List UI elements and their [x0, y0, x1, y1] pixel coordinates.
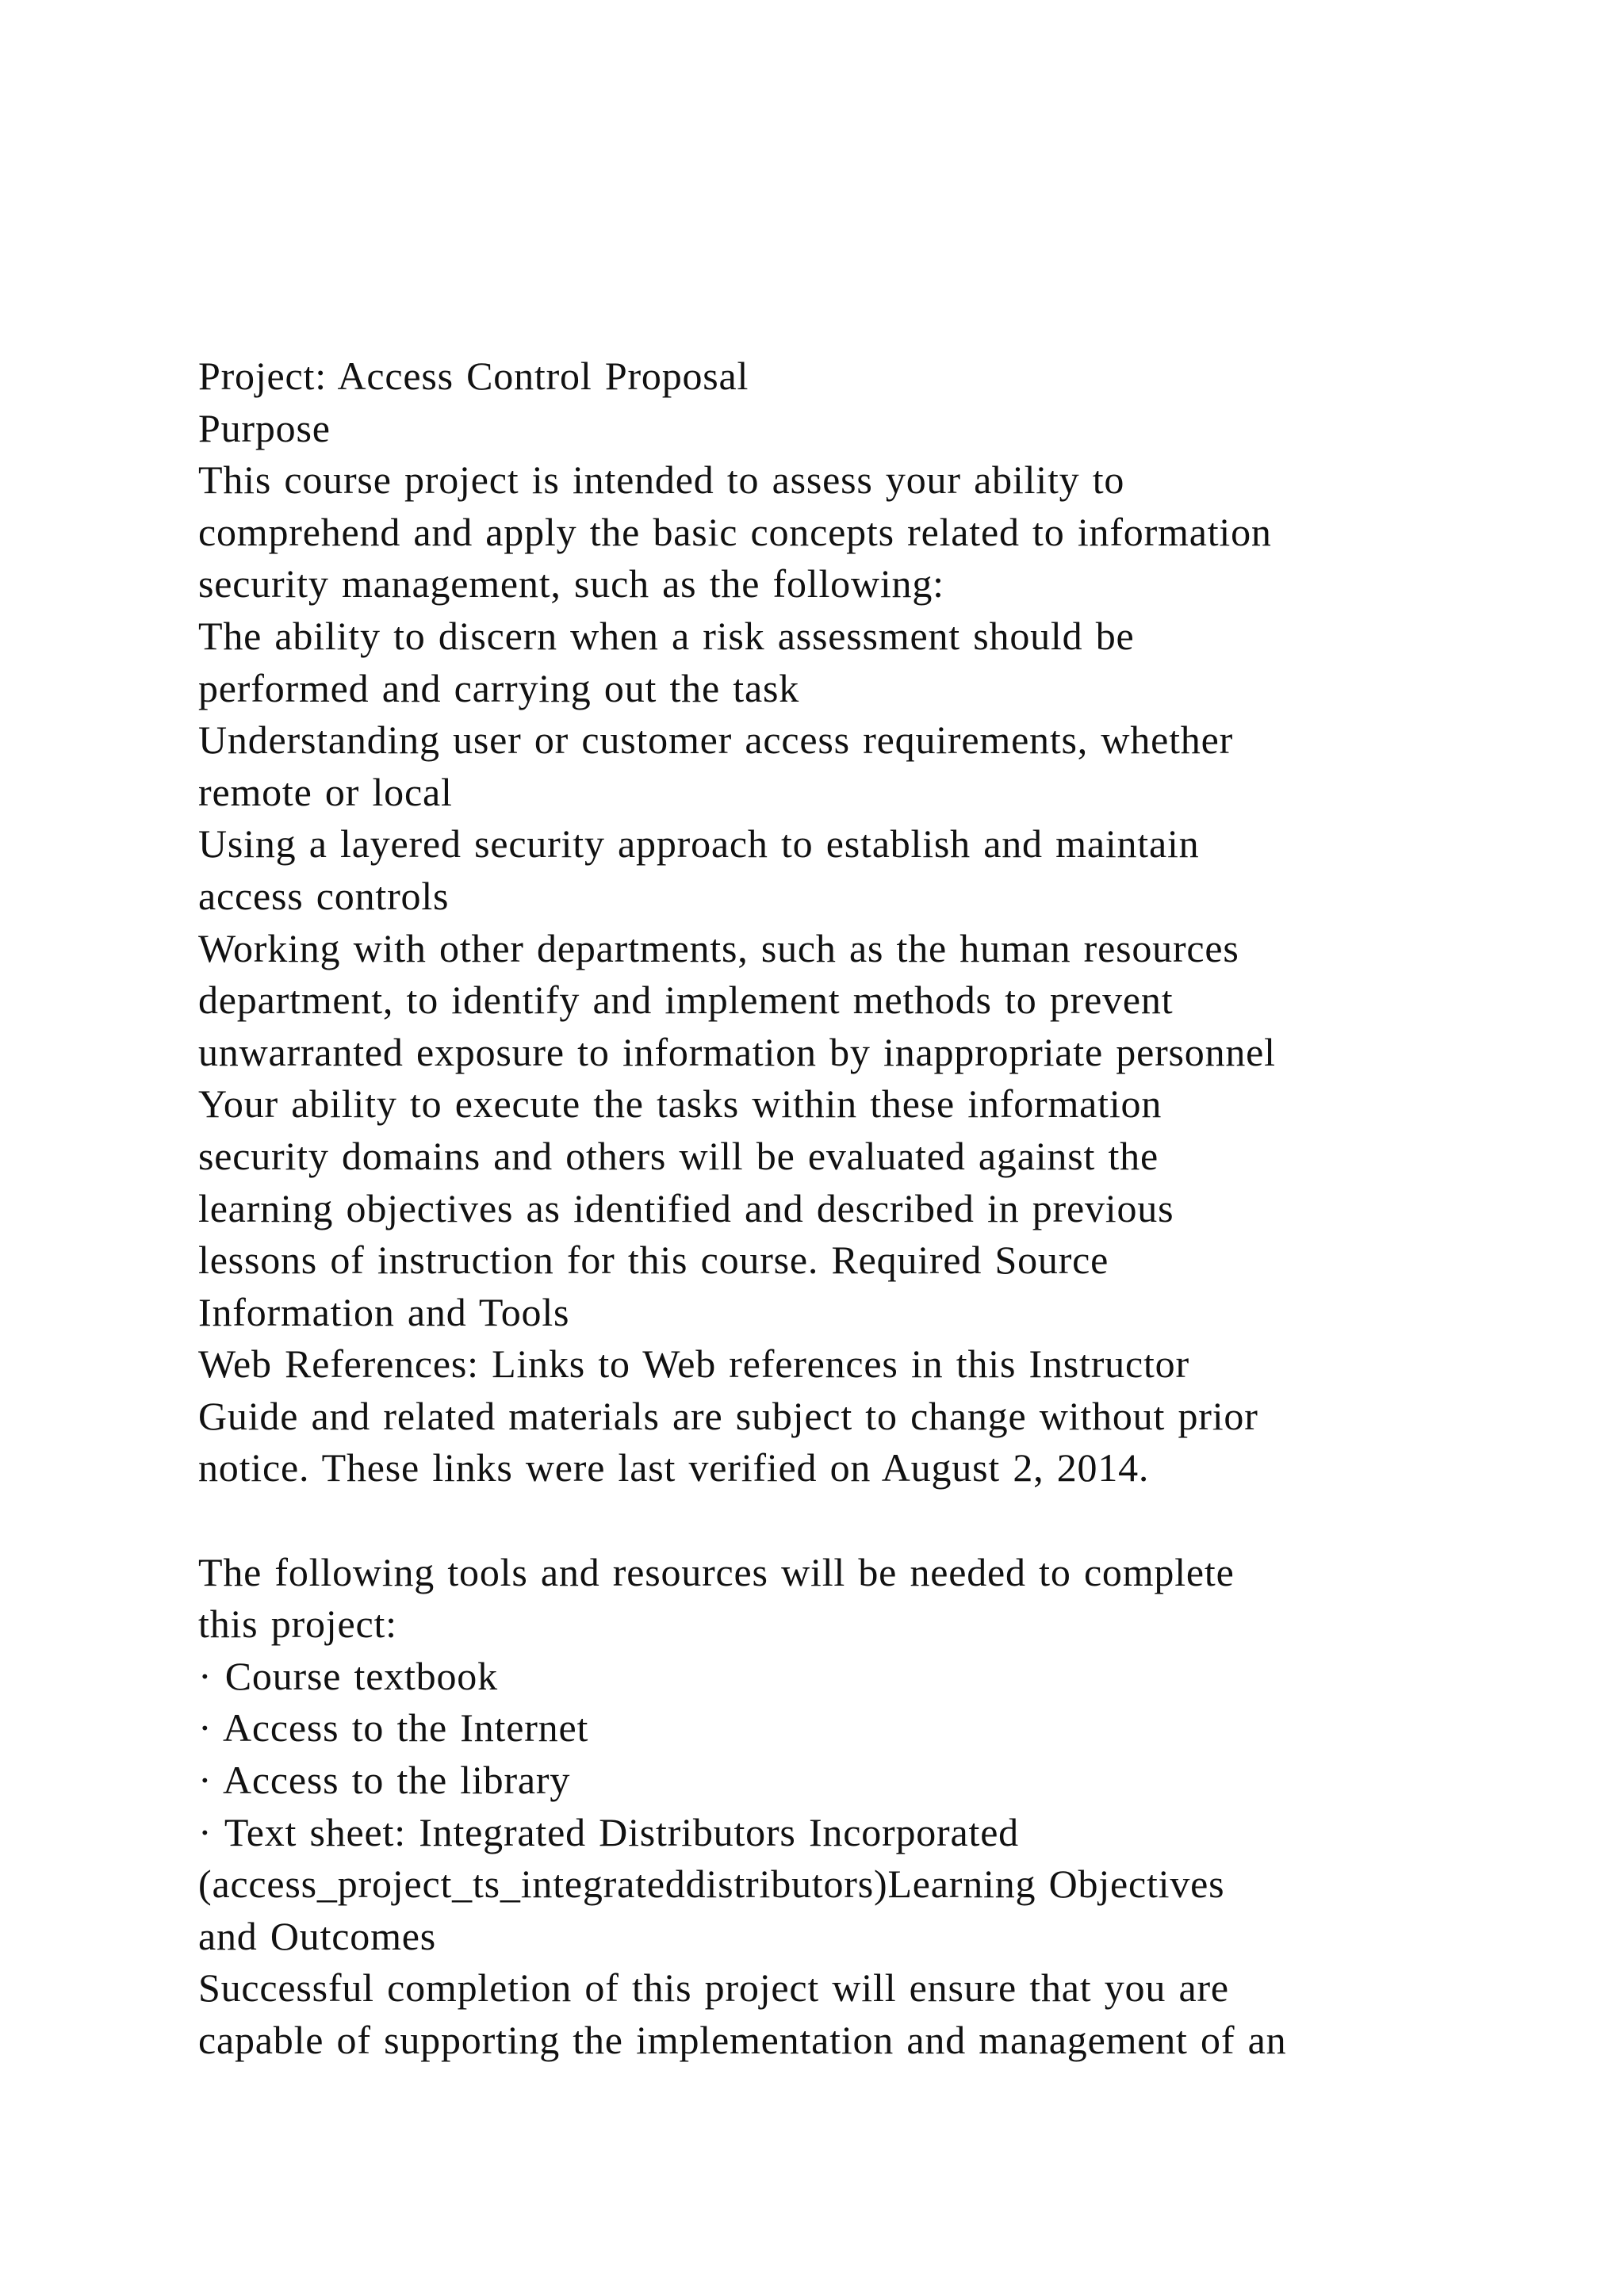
blank-line [198, 1494, 1546, 1547]
document-line: and Outcomes [198, 1913, 437, 1958]
document-line: Purpose [198, 405, 331, 450]
document-line: Guide and related materials are subject to change without prior [198, 1393, 1258, 1438]
document-line: capable of supporting the implementation and management of an [198, 2018, 1287, 2062]
document-line: security management, such as the following: [198, 561, 944, 607]
document-line: Working with other departments, such as the human resources [198, 925, 1239, 970]
document-line: department, to identify and implement methods to prevent [198, 978, 1174, 1023]
document-body [198, 350, 1546, 2067]
document-line: remote or local [198, 769, 453, 814]
document-line: Understanding user or customer access requirements, whether [198, 718, 1234, 763]
document-line: security domains and others will be evaluated against the [198, 1133, 1159, 1178]
document-line: · Text sheet: Integrated Distributors Incorporated [198, 1809, 1019, 1854]
document-line: Project: Access Control Proposal [198, 354, 749, 398]
document-line: The ability to discern when a risk assessment should be [198, 613, 1135, 658]
document-line: Using a layered security approach to establish and maintain [198, 821, 1200, 867]
document-line: The following tools and resources will be needed to complete [198, 1549, 1235, 1594]
document-line: unwarranted exposure to information by inappropriate personnel [198, 1029, 1276, 1074]
document-line: access controls [198, 873, 450, 918]
document-line: Information and Tools [198, 1289, 570, 1334]
document-line: · Access to the library [198, 1758, 571, 1803]
document-line: This course project is intended to assess your ability to [198, 457, 1125, 503]
document-line: this project: [198, 1601, 397, 1647]
document-line: · Course textbook [198, 1653, 498, 1698]
document-line: (access_project_ts_integrateddistributors)Learning Objectives [198, 1862, 1225, 1907]
document-line: Your ability to execute the tasks within these information [198, 1081, 1162, 1127]
document-line: · Access to the Internet [198, 1705, 589, 1751]
document-line: Web References: Links to Web references in this Instructor [198, 1341, 1189, 1387]
document-line: notice. These links were last verified on August 2, 2014. [198, 1445, 1150, 1490]
document-line: comprehend and apply the basic concepts related to information [198, 509, 1272, 554]
document-line: lessons of instruction for this course. Required Source [198, 1238, 1109, 1283]
document-line: performed and carrying out the task [198, 665, 800, 710]
document-line: Successful completion of this project will ensure that you are [198, 1965, 1229, 2011]
document-line: learning objectives as identified and described in previous [198, 1185, 1174, 1230]
